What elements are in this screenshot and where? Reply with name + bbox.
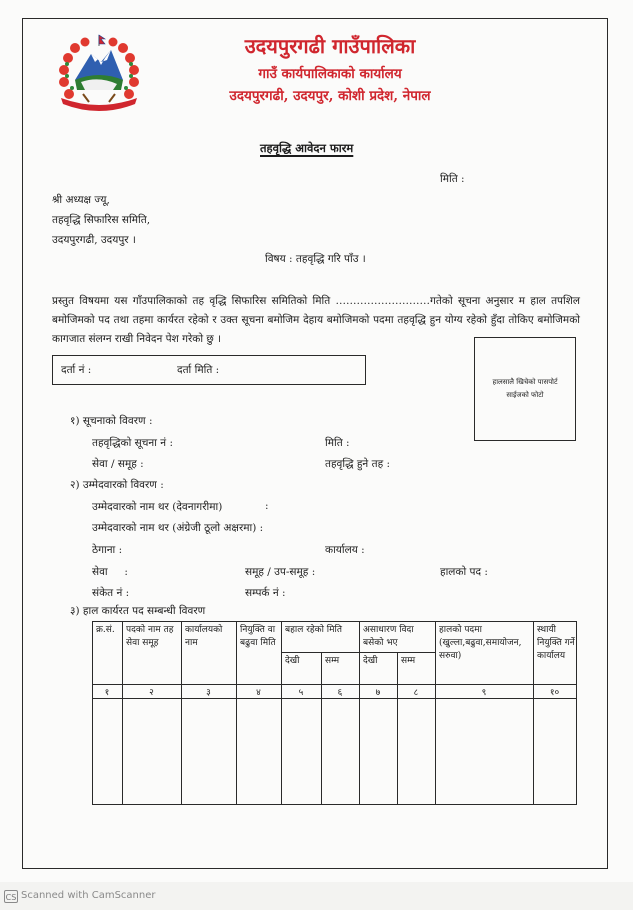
service-group-field[interactable]: सेवा / समूह :: [92, 458, 144, 470]
addressee-line: श्री अध्यक्ष ज्यू,: [52, 194, 110, 206]
column-header-permanent-office: स्थायी नियुक्ति गर्ने कार्यालय: [537, 625, 575, 661]
column-number: ३: [206, 688, 211, 698]
organization-office: गाउँ कार्यपालिकाको कार्यालय: [258, 66, 402, 82]
contact-number-field[interactable]: सम्पर्क नं :: [245, 587, 286, 599]
photo-placeholder[interactable]: [474, 337, 576, 441]
table-row[interactable]: [92, 699, 577, 804]
column-header-extraordinary-leave: असाधारण विदा बसेको भए: [363, 625, 414, 648]
office-field[interactable]: कार्यालय :: [325, 544, 365, 556]
colon: :: [265, 500, 269, 512]
subheader-tenure-from: देखी: [285, 656, 300, 666]
addressee-line: उदयपुरगढी, उदयपुर ।: [52, 234, 136, 246]
subheader-leave-to: सम्म: [401, 656, 416, 666]
column-header-office: कार्यालयको नाम: [185, 625, 223, 648]
promotion-level-field[interactable]: तहवृद्धि हुने तह :: [325, 458, 391, 470]
column-header-appointment-date: नियुक्ति वा बढुवा मिति: [240, 625, 276, 648]
photo-caption-line: हालसालै खिचेको पासपोर्ट: [492, 378, 558, 386]
registration-date-field[interactable]: दर्ता मिति :: [177, 364, 220, 376]
organization-name: उदयपुरगढी गाउँपालिका: [244, 34, 416, 58]
registration-box: [52, 355, 366, 385]
current-post-table: [92, 621, 577, 805]
nepal-emblem-icon: [55, 32, 143, 112]
column-header-tenure-dates: बहाल रहेको मिति: [285, 625, 342, 635]
subheader-tenure-to: सम्म: [325, 656, 340, 666]
organization-address: उदयपुरगढी, उदयपुर, कोशी प्रदेश, नेपाल: [229, 88, 431, 104]
column-number: ७: [375, 688, 381, 698]
column-number: १०: [549, 688, 560, 698]
column-header-post: पदको नाम तह सेवा समूह: [126, 625, 174, 648]
notice-date-field[interactable]: मिति :: [325, 437, 350, 449]
column-number: ६: [337, 688, 343, 698]
column-number: ८: [413, 688, 419, 698]
subject-line: विषय : तहवृद्धि गरि पाँउ ।: [265, 253, 366, 265]
section-2-heading: २) उम्मेदवारको विवरण :: [70, 479, 164, 491]
column-header-current-post-type: हालको पदमा (खुल्ला,बढुवा,समायोजन, सरुवा): [439, 625, 522, 661]
code-number-field[interactable]: संकेत नं :: [92, 587, 130, 599]
date-label: मिति :: [440, 173, 465, 185]
notice-number-field[interactable]: तहवृद्धिको सूचना नं :: [92, 437, 173, 449]
column-number: ५: [298, 688, 304, 698]
column-number: २: [149, 688, 154, 698]
section-3-heading: ३) हाल कार्यरत पद सम्बन्धी विवरण: [70, 605, 206, 617]
section-1-heading: १) सूचनाको विवरण :: [70, 415, 153, 427]
column-number: ४: [256, 688, 261, 698]
column-number: १: [104, 688, 110, 698]
candidate-name-devanagari-field[interactable]: उम्मेदवारको नाम थर (देवनागरीमा): [92, 501, 223, 513]
form-title: तहवृद्धि आवेदन फारम: [260, 141, 354, 155]
service-field[interactable]: सेवा :: [92, 566, 128, 578]
registration-number-field[interactable]: दर्ता नं :: [61, 364, 92, 376]
scanner-watermark: Scanned with CamScanner: [21, 890, 156, 901]
current-post-field[interactable]: हालको पद :: [440, 566, 488, 578]
column-header-serial: क्र.सं.: [96, 625, 115, 635]
addressee-line: तहवृद्धि सिफारिस समिति,: [52, 214, 151, 226]
application-paragraph: प्रस्तुत विषयमा यस गाँउपालिकाको तह वृद्धि सिफारिस समितिको मिति ………………………गतेको सूचना अनुसार म हाल तपशिल बमोजिमको पद तथा तहमा कार्यरत रहेको र उक्त सूचना बमोजिम देहाय बमोजिमको पदमा तहवृद्धि हुन योग्य रहेको हुँदा तोकिए बमोजिमको कागजात संलग्न राखी निवेदन पेश गरेको छु ।: [52, 295, 580, 345]
photo-caption-line: साईजको फोटो: [506, 391, 544, 399]
camscanner-logo-icon: CS: [4, 890, 18, 903]
group-subgroup-field[interactable]: समूह / उप-समूह :: [245, 566, 316, 578]
candidate-name-english-field[interactable]: उम्मेदवारको नाम थर (अंग्रेजी ठूलो अक्षरमा) :: [92, 522, 264, 534]
column-number: ९: [481, 688, 487, 698]
subheader-leave-from: देखी: [363, 656, 378, 666]
address-field[interactable]: ठेगाना :: [92, 544, 123, 556]
